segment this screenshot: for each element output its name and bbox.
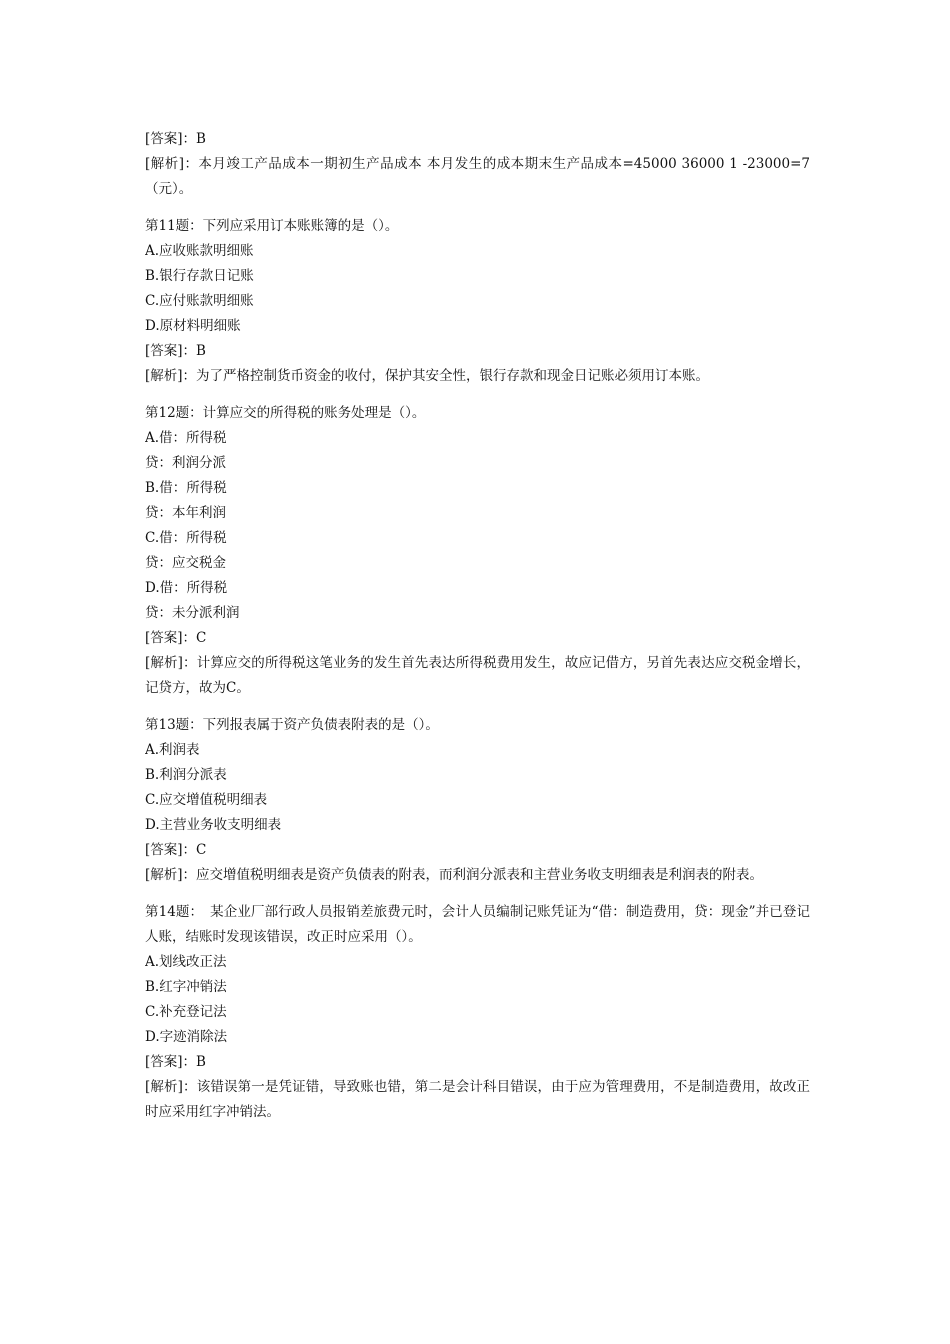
option-d: D.字迹消除法 — [145, 1029, 228, 1045]
option-b: B.利润分派表 — [145, 767, 227, 783]
explanation-text: [解析]：计算应交的所得税这笔业务的发生首先表达所得税费用发生，故应记借方，另首先表达应交税金增长，记贷方，故为C。 — [145, 655, 810, 696]
explanation-text: [解析]：为了严格控制货币资金的收付，保护其安全性，银行存款和现金日记账必须用订本账。 — [145, 368, 710, 384]
option-d-debit: D.借：所得税 — [145, 580, 228, 596]
option-b: B.银行存款日记账 — [145, 268, 254, 284]
question-14 — [145, 900, 810, 1125]
question-11 — [145, 214, 810, 389]
option-a: A.应收账款明细账 — [145, 243, 254, 259]
option-a: A.利润表 — [145, 742, 200, 758]
option-b-debit: B.借：所得税 — [145, 480, 227, 496]
question-10-tail — [145, 127, 810, 202]
explanation-text: [解析]：本月竣工产品成本一期初生产品成本 本月发生的成本期末生产品成本=45000 36000 1 -23000=7（元）。 — [145, 156, 810, 197]
option-d-credit: 贷：未分派利润 — [145, 605, 240, 621]
explanation-text: [解析]：该错误第一是凭证错，导致账也错，第二是会计科目错误，由于应为管理费用，不是制造费用，故改正时应采用红字冲销法。 — [145, 1079, 810, 1120]
answer-line: [答案]：B — [145, 1054, 206, 1070]
option-b-credit: 贷：本年利润 — [145, 505, 226, 521]
question-12 — [145, 401, 810, 701]
option-c: C.应付账款明细账 — [145, 293, 254, 309]
option-c: C.补充登记法 — [145, 1004, 227, 1020]
option-d: D.原材料明细账 — [145, 318, 241, 334]
option-c-credit: 贷：应交税金 — [145, 555, 226, 571]
option-c-debit: C.借：所得税 — [145, 530, 227, 546]
option-c: C.应交增值税明细表 — [145, 792, 268, 808]
question-13 — [145, 713, 810, 888]
option-a-debit: A.借：所得税 — [145, 430, 227, 446]
option-d: D.主营业务收支明细表 — [145, 817, 282, 833]
answer-line: [答案]：C — [145, 842, 207, 858]
answer-line: [答案]：B — [145, 131, 206, 147]
question-text: 第14题： 某企业厂部行政人员报销差旅费元时，会计人员编制记账凭证为“借：制造费用，贷：现金”并已登记人账，结账时发现该错误，改正时应采用（）。 — [145, 904, 810, 945]
question-text: 第12题：计算应交的所得税的账务处理是（）。 — [145, 405, 426, 421]
question-text: 第13题：下列报表属于资产负债表附表的是（）。 — [145, 717, 439, 733]
option-a: A.划线改正法 — [145, 954, 227, 970]
question-text: 第11题：下列应采用订本账账簿的是（）。 — [145, 218, 399, 234]
document-page — [145, 127, 810, 1125]
explanation-text: [解析]：应交增值税明细表是资产负债表的附表，而利润分派表和主营业务收支明细表是利润表的附表。 — [145, 867, 764, 883]
option-b: B.红字冲销法 — [145, 979, 227, 995]
answer-line: [答案]：C — [145, 630, 207, 646]
answer-line: [答案]：B — [145, 343, 206, 359]
option-a-credit: 贷：利润分派 — [145, 455, 226, 471]
